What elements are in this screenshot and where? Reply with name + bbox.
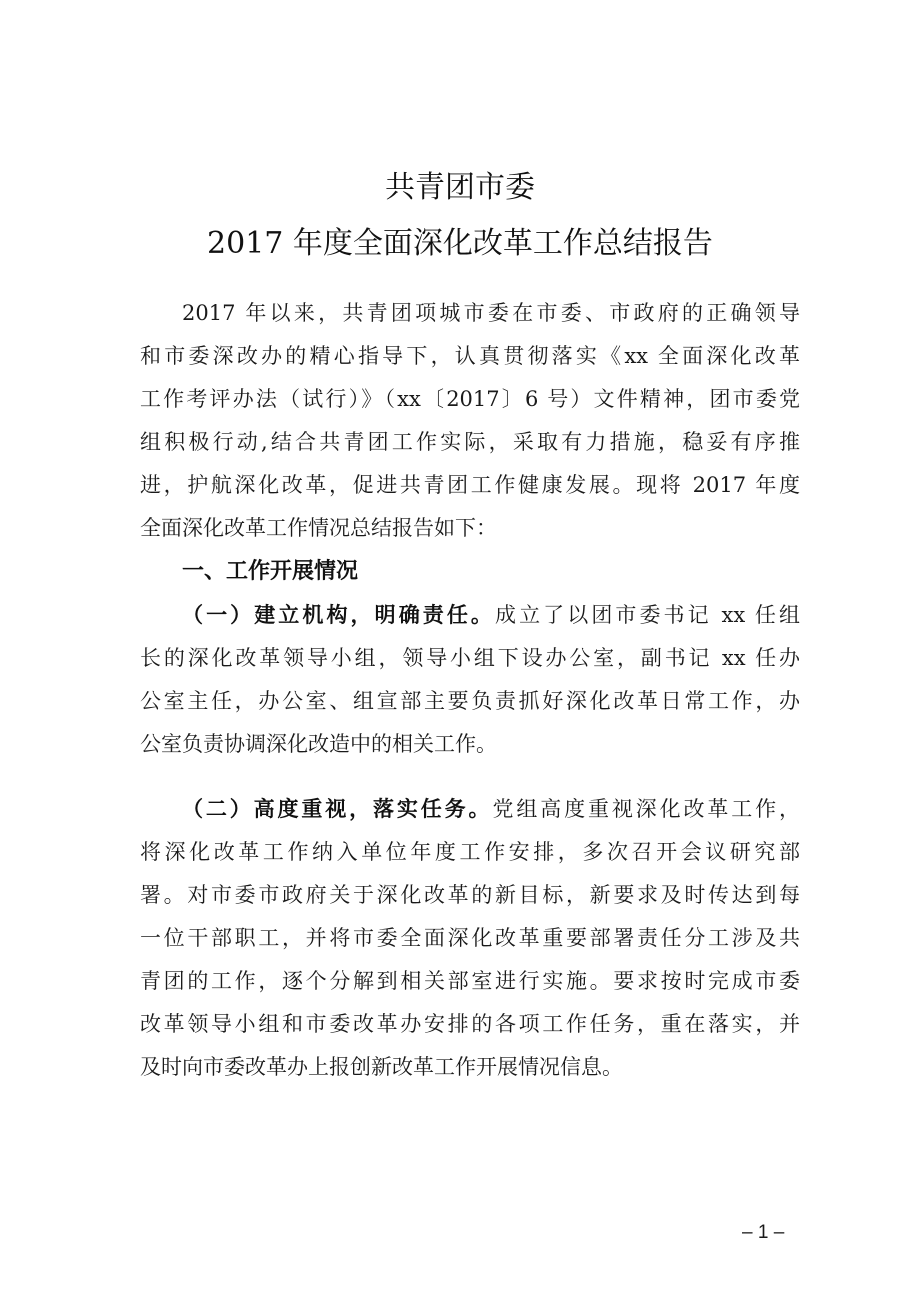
item2-line: 及时向市委改革办上报创新改革工作开展情况信息。 — [140, 1055, 623, 1079]
item2-line: 青团的工作，逐个分解到相关部室进行实施。要求按时完成市委 — [140, 969, 800, 993]
item1-paragraph — [140, 594, 800, 766]
section-heading: 一、工作开展情况 — [182, 559, 359, 584]
item2-line: 署。对市委市政府关于深化改革的新目标，新要求及时传达到每 — [140, 883, 800, 907]
item2-lead: （二）高度重视，落实任务。 — [182, 797, 493, 821]
intro-line: 2017 年以来，共青团项城市委在市委、市政府的正确领导 — [182, 301, 800, 325]
item1-first-line-rest: 成立了以团市委书记 xx 任组 — [495, 603, 800, 627]
intro-line: 和市委深改办的精心指导下，认真贯彻落实《xx 全面深化改革 — [140, 344, 800, 368]
item1-lead: （一）建立机构，明确责任。 — [182, 603, 496, 627]
item2-paragraph — [140, 788, 800, 1089]
intro-line: 工作考评办法（试行）》（xx〔2017〕6 号）文件精神，团市委党 — [140, 387, 800, 411]
intro-line: 全面深化改革工作情况总结报告如下： — [140, 516, 497, 540]
item2-first-line — [140, 788, 800, 831]
document-title-line1: 共青团市委 — [385, 170, 535, 205]
item1-first-line — [140, 594, 800, 637]
item2-line: 将深化改革工作纳入单位年度工作安排，多次召开会议研究部 — [140, 840, 800, 864]
item1-line: 长的深化改革领导小组，领导小组下设办公室，副书记 xx 任办 — [140, 646, 800, 670]
intro-paragraph — [140, 292, 800, 550]
item2-line: 改革领导小组和市委改革办安排的各项工作任务，重在落实，并 — [140, 1012, 800, 1036]
document-title-line2: 2017 年度全面深化改革工作总结报告 — [207, 226, 713, 261]
item1-line: 公室负责协调深化改造中的相关工作。 — [140, 732, 497, 756]
item2-line: 一位干部职工，并将市委全面深化改革重要部署责任分工涉及共 — [140, 926, 800, 950]
page-number: – 1 – — [742, 1222, 785, 1243]
item1-line: 公室主任，办公室、组宣部主要负责抓好深化改革日常工作，办 — [140, 689, 800, 713]
intro-line: 进，护航深化改革，促进共青团工作健康发展。现将 2017 年度 — [140, 473, 800, 497]
item2-first-line-rest: 党组高度重视深化改革工作， — [492, 797, 801, 821]
intro-line: 组积极行动,结合共青团工作实际，采取有力措施，稳妥有序推 — [140, 430, 800, 454]
